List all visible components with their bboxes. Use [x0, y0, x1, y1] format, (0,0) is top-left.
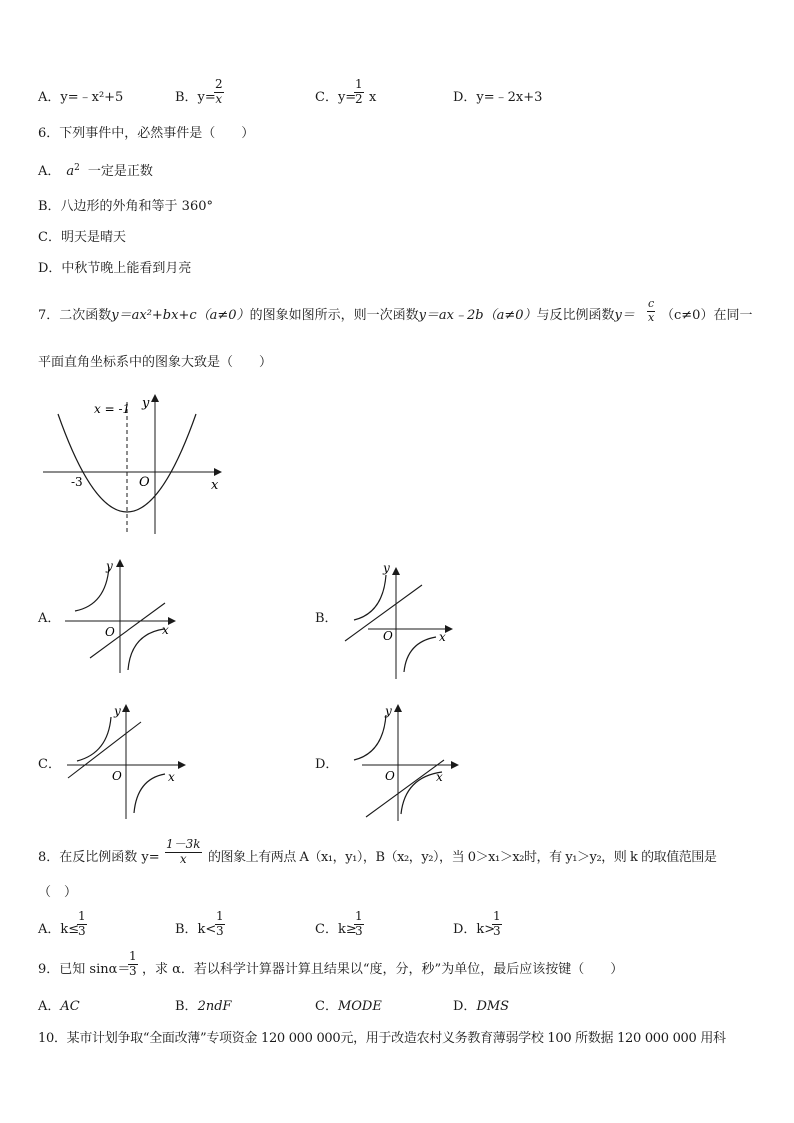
q6-option-a: [38, 164, 153, 178]
q9-option-a: [38, 1000, 80, 1013]
x-axis-label: x: [162, 623, 169, 637]
origin-label: O: [105, 625, 115, 639]
x-axis-label: x: [211, 478, 219, 493]
origin-label: O: [385, 769, 395, 783]
hyperbola-branch-upper: [75, 567, 109, 611]
option-key: MODE: [337, 999, 382, 1014]
q6-stem: 6．下列事件中，必然事件是（ ）: [38, 126, 255, 141]
y-axis-label: y: [114, 704, 121, 718]
q7-fraction: [647, 298, 655, 324]
fraction-denominator: 3: [493, 923, 501, 938]
q9-stem-suffix: ，求 α．若以科学计算器计算且结果以“度，分，秒”为单位，最后应该按键（ ）: [142, 962, 624, 977]
q5-option-a: A．y=﹣x²+5: [38, 90, 124, 105]
y-axis-label: y: [142, 396, 150, 411]
q8-option-a-fraction: [77, 910, 87, 939]
text: 的图象如图所示，则一次函数: [249, 308, 419, 323]
option-label: A．: [38, 164, 61, 179]
q5-option-d: D．y=﹣2x+3: [453, 90, 543, 105]
q9-option-d: [453, 1000, 509, 1013]
q8-stem-line2: （ ）: [38, 885, 78, 900]
q10-stem: 10．某市计划争取“全面改薄”专项资金 120 000 000元，用于改造农村义务教育薄弱学校 100 所数据 120 000 000 用科: [38, 1031, 726, 1046]
math-exponent: 2: [74, 163, 80, 173]
option-key: 2ndF: [197, 999, 232, 1014]
option-label: B．: [175, 999, 198, 1014]
q9-option-c: [315, 1000, 382, 1013]
text: 与反比例函数: [536, 308, 615, 323]
tick-neg3-label: -3: [71, 475, 83, 489]
q7-option-b-label: B．: [315, 611, 338, 626]
q6-option-c: C．明天是晴天: [38, 230, 126, 245]
fraction-numerator: 2: [215, 77, 223, 91]
math-var: a: [66, 164, 75, 179]
option-label: C．: [315, 999, 338, 1014]
q8-option-b-fraction: [215, 910, 225, 939]
q8-stem-prefix: 8．在反比例函数 y=: [38, 850, 160, 865]
fraction-numerator: 1: [355, 909, 363, 923]
q7-parabola-graph: [38, 392, 228, 540]
linear-function-line: [366, 760, 444, 817]
parabola-curve: [58, 414, 196, 512]
q7-stem-line1: [38, 309, 635, 322]
q8-option-b: B．k<: [175, 922, 217, 937]
hyperbola-branch-lower: [404, 637, 436, 672]
fraction-numerator: 1－3k: [166, 837, 201, 851]
fraction-denominator: x: [179, 851, 187, 866]
x-axis-label: x: [436, 770, 443, 784]
math-expr: y＝ax²+bx+c（a≠0）: [111, 308, 250, 323]
q7-option-a-label: A．: [38, 611, 61, 626]
option-key: DMS: [476, 999, 510, 1014]
x-axis-label: x: [168, 770, 175, 784]
option-label: A．: [38, 999, 61, 1014]
q8-stem-suffix: 的图象上有两点 A（x₁，y₁），B（x₂，y₂），当 0＞x₁＞x₂时，有 y₁＞y₂，则 k 的取值范围是: [208, 850, 717, 865]
x-axis-label: x: [439, 630, 446, 644]
option-key: AC: [60, 999, 80, 1014]
hyperbola-branch-lower: [128, 629, 164, 670]
hyperbola-branch-upper: [354, 715, 386, 760]
q7-option-d-graph: [340, 700, 465, 824]
linear-function-line: [68, 722, 141, 778]
q5-option-c-suffix: x: [369, 90, 377, 105]
fraction-denominator: 3: [78, 923, 86, 938]
fraction-denominator: 3: [355, 923, 363, 938]
q8-option-d: D．k>: [453, 922, 496, 937]
math-expr: y＝ax﹣2b（a≠0）: [418, 308, 537, 323]
hyperbola-branch-upper: [354, 575, 386, 620]
option-label: D．: [453, 999, 477, 1014]
fraction-denominator: 3: [216, 923, 224, 938]
y-axis-label: y: [383, 561, 390, 575]
q5-option-c-prefix: C．y=: [315, 90, 357, 105]
origin-label: O: [112, 769, 122, 783]
fraction-denominator: x: [647, 310, 655, 324]
q9-option-b: [175, 1000, 232, 1013]
fraction-numerator: 1: [129, 949, 137, 963]
hyperbola-branch-lower: [134, 774, 165, 813]
fraction-denominator: 2: [355, 91, 363, 106]
text: 7．二次函数: [38, 308, 112, 323]
q8-fraction: [165, 838, 202, 867]
fraction-numerator: 1: [216, 909, 224, 923]
q7-stem-line1-end: （c≠0）在同一: [661, 308, 753, 323]
fraction-numerator: 1: [355, 77, 363, 91]
q7-option-c-label: C．: [38, 757, 61, 772]
q6-option-d: D．中秋节晚上能看到月亮: [38, 261, 192, 276]
option-text: 一定是正数: [87, 164, 153, 179]
q9-fraction: [128, 950, 138, 979]
q7-stem-line2: 平面直角坐标系中的图象大致是（ ）: [38, 355, 273, 370]
q8-option-d-fraction: [492, 910, 502, 939]
q7-option-b-graph: [340, 560, 460, 682]
origin-label: O: [383, 629, 393, 643]
q7-option-c-graph: [64, 700, 189, 822]
q5-option-c-fraction: [354, 78, 364, 107]
q8-option-c-fraction: [354, 910, 364, 939]
q8-option-a: A．k≤: [38, 922, 80, 937]
q7-option-a-graph: [62, 552, 182, 676]
fraction-numerator: 1: [493, 909, 501, 923]
math-expr: y＝: [614, 308, 635, 323]
q5-option-b-prefix: B．y=: [175, 90, 216, 105]
q5-option-b-fraction: [214, 78, 224, 107]
symmetry-label: x = -1: [94, 402, 131, 416]
q7-option-d-label: D．: [315, 757, 339, 772]
fraction-numerator: c: [648, 297, 655, 310]
y-axis-label: y: [385, 704, 392, 718]
q9-stem-prefix: 9．已知 sinα＝: [38, 962, 131, 977]
fraction-denominator: 3: [129, 963, 137, 978]
hyperbola-branch-upper: [77, 717, 111, 761]
q8-option-c: C．k≥: [315, 922, 357, 937]
fraction-denominator: x: [215, 91, 223, 106]
origin-label: O: [139, 475, 150, 490]
fraction-numerator: 1: [78, 909, 86, 923]
y-axis-label: y: [106, 559, 113, 573]
linear-function-line: [90, 603, 165, 658]
q6-option-b: B．八边形的外角和等于 360°: [38, 199, 213, 214]
